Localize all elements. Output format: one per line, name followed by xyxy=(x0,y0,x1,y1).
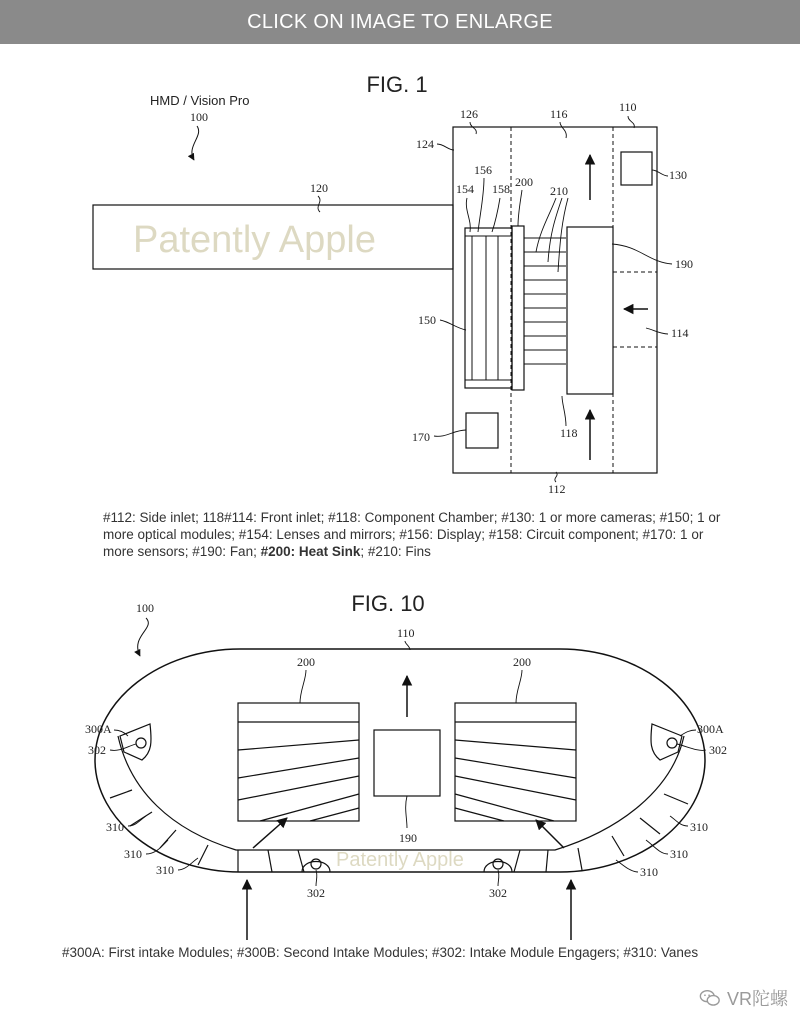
fig1-label-120: 120 xyxy=(310,181,328,195)
fig1-label-126: 126 xyxy=(460,107,478,121)
fig10-label-310-b: 310 xyxy=(124,847,142,861)
fig10-label-200-right: 200 xyxy=(513,655,531,669)
fig1-label-114: 114 xyxy=(671,326,689,340)
fig10-label-310-e: 310 xyxy=(670,847,688,861)
camera-130 xyxy=(621,152,652,185)
footer-watermark xyxy=(699,985,788,1011)
fig1-label-116: 116 xyxy=(550,107,568,121)
fig1-label-156: 156 xyxy=(474,163,492,177)
fig1-label-158: 158 xyxy=(492,182,510,196)
fig1-label-130: 130 xyxy=(669,168,687,182)
airflow-right-diag-arrow xyxy=(536,820,564,848)
fig1-label-118: 118 xyxy=(560,426,578,440)
fig1 xyxy=(93,72,693,496)
engager-302-left xyxy=(136,738,146,748)
fig1-pointer-100 xyxy=(192,126,199,160)
engager-302-bottom-left xyxy=(311,859,321,869)
fig1-caption-part1: #112: Side inlet; 118#114: Front inlet; #118: Component Chamber; #130: 1 or more cameras; #150; 1 or more optical modules; #154: Lenses and mirrors; #156: Display; #158: Circuit component; #170: 1 or more sensors; #190: Fan; xyxy=(103,510,721,559)
fig10-label-310-d: 310 xyxy=(690,820,708,834)
fig1-caption xyxy=(103,509,723,560)
heat-sink-200-right xyxy=(455,703,576,821)
fan-190 xyxy=(567,227,613,394)
fig1-label-200: 200 xyxy=(515,175,533,189)
fig10-title: FIG. 10 xyxy=(351,591,425,616)
enlarge-banner-text: CLICK ON IMAGE TO ENLARGE xyxy=(247,10,553,33)
fig10-label-302-bottom-right: 302 xyxy=(489,886,507,900)
fig1-label-170: 170 xyxy=(412,430,430,444)
engager-302-bottom-right xyxy=(493,859,503,869)
fins-210 xyxy=(524,238,566,364)
fig10-label-100: 100 xyxy=(136,601,154,615)
fig10-label-310-c: 310 xyxy=(156,863,174,877)
fig1-leader-120 xyxy=(318,196,320,212)
fig1-watermark: Patently Apple xyxy=(133,219,376,261)
fig1-label-124: 124 xyxy=(416,137,434,151)
fig1-label-190: 190 xyxy=(675,257,693,271)
fig10-caption: #300A: First intake Modules; #300B: Second Intake Modules; #302: Intake Module Engagers; #310: Vanes xyxy=(62,945,699,960)
fig10-watermark: Patently Apple xyxy=(336,849,464,871)
fig1-title: FIG. 1 xyxy=(366,72,428,97)
heat-sink-200 xyxy=(512,226,524,390)
fig10-label-310-f: 310 xyxy=(640,865,658,879)
fig10-label-110: 110 xyxy=(397,626,415,640)
fig1-label-210: 210 xyxy=(550,184,568,198)
heat-sink-200-left xyxy=(238,703,359,821)
fig10 xyxy=(85,591,727,940)
fig1-label-110: 110 xyxy=(619,100,637,114)
fig1-label-100: 100 xyxy=(190,110,208,124)
fig10-label-302-bottom-left: 302 xyxy=(307,886,325,900)
fig10-label-302-left: 302 xyxy=(88,743,106,757)
fan-190 xyxy=(374,730,440,796)
fig10-label-190: 190 xyxy=(399,831,417,845)
fig1-label-112: 112 xyxy=(548,482,566,496)
fig10-label-300a-left: 300A xyxy=(85,722,112,736)
fig10-label-200-left: 200 xyxy=(297,655,315,669)
sensor-170 xyxy=(466,413,498,448)
engager-302-right xyxy=(667,738,677,748)
fig1-caption-bold: #200: Heat Sink xyxy=(260,544,361,559)
fig1-label-150: 150 xyxy=(418,313,436,327)
fig1-caption-part2: ; #210: Fins xyxy=(360,544,431,559)
wechat-icon xyxy=(699,987,721,1009)
fig1-label-154: 154 xyxy=(456,182,474,196)
airflow-left-diag-arrow xyxy=(253,818,287,848)
fig10-label-300a-right: 300A xyxy=(697,722,724,736)
footer-watermark-text: VR陀螺 xyxy=(726,989,788,1009)
fig1-device-label: HMD / Vision Pro xyxy=(150,93,250,108)
fig10-label-302-right: 302 xyxy=(709,743,727,757)
fig10-label-310-a: 310 xyxy=(106,820,124,834)
